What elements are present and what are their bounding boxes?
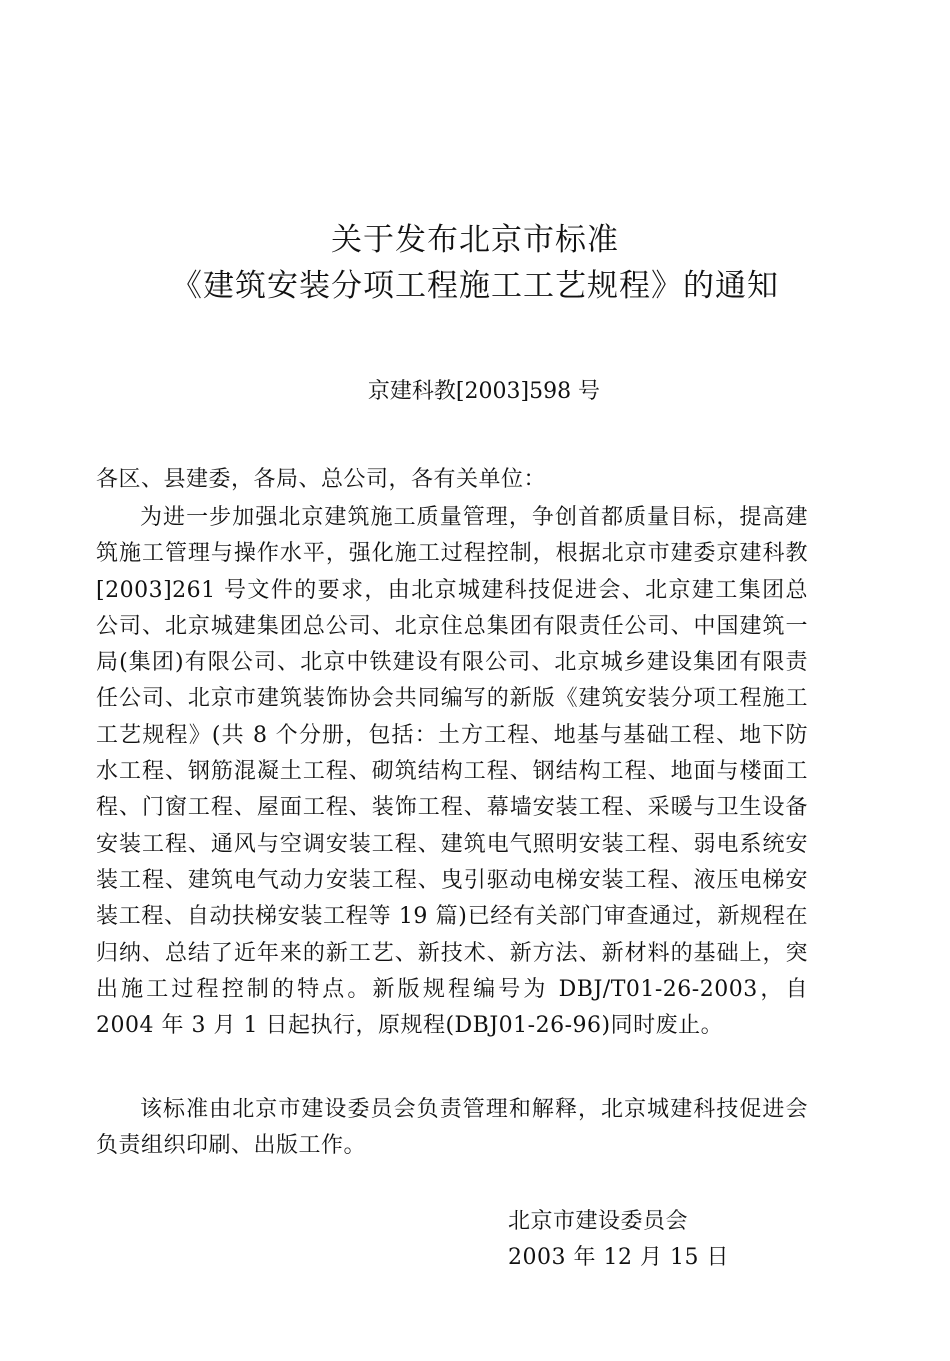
document-number: 京建科教[2003]598 号 [367,379,601,404]
signature-organization: 北京市建设委员会 [508,1209,689,1234]
document-title-line-2: 《建筑安装分项工程施工工艺规程》的通知 [171,268,779,304]
signature-date: 2003 年 12 月 15 日 [508,1245,729,1270]
body-paragraph-2: 该标准由北京市建设委员会负责管理和解释，北京城建科技促进会负责组织印刷、出版工作。 [96,1097,808,1159]
body-paragraph-1: 为进一步加强北京建筑施工质量管理，争创首都质量目标，提高建筑施工管理与操作水平，强化施工过程控制，根据北京市建委京建科教[2003]261 号文件的要求，由北京城建科技促进会、北京建工集团总公司、北京城建集团总公司、北京住总集团有限责任公司、中国建筑一局(集团)有限公司、北京中铁建设有限公司、北京城乡建设集团有限责任公司、北京市建筑装饰协会共同编写的新版《建筑安装分项工程施工工艺规程》(共 8 个分册，包括：土方工程、地基与基础工程、地下防水工程、钢筋混凝土工程、砌筑结构工程、钢结构工程、地面与楼面工程、门窗工程、屋面工程、装饰工程、幕墙安装工程、采暖与卫生设备安装工程、通风与空调安装工程、建筑电气照明安装工程、弱电系统安装工程、建筑电气动力安装工程、曳引驱动电梯安装工程、液压电梯安装工程、自动扶梯安装工程等 19 篇)已经有关部门审查通过，新规程在归纳、总结了近年来的新工艺、新技术、新方法、新材料的基础上，突出施工过程控制的特点。新版规程编号为 DBJ/T01-26-2003，自 2004 年 3 月 1 日起执行，原规程(DBJ01-26-96)同时废止。 [96,505,808,1039]
salutation: 各区、县建委，各局、总公司，各有关单位： [96,467,547,492]
document-title-line-1: 关于发布北京市标准 [331,222,619,258]
